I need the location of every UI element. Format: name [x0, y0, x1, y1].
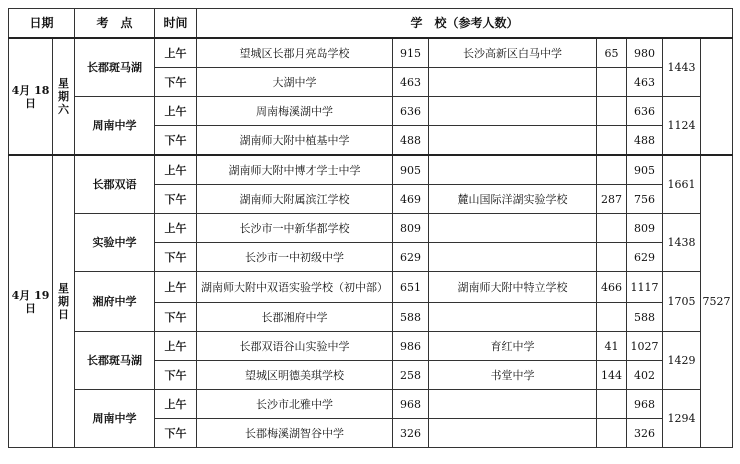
- venue-cell: 实验中学: [75, 214, 155, 272]
- session-time: 下午: [155, 185, 197, 214]
- session-time: 上午: [155, 332, 197, 361]
- venue-total: 1443: [663, 38, 701, 97]
- session-sum: 809: [627, 214, 663, 243]
- exam-schedule-table: [8, 8, 733, 448]
- venue-total: 1661: [663, 155, 701, 214]
- table-row: [9, 332, 733, 361]
- weekday-cell: 星期六: [53, 38, 75, 155]
- school-primary: 长郡双语谷山实验中学: [197, 332, 393, 361]
- session-sum: 326: [627, 419, 663, 448]
- session-sum: 629: [627, 243, 663, 272]
- count-primary: 469: [393, 185, 429, 214]
- school-secondary: [429, 243, 597, 272]
- count-secondary: [597, 390, 627, 419]
- count-primary: 326: [393, 419, 429, 448]
- school-primary: 湖南师大附属滨江学校: [197, 185, 393, 214]
- count-primary: 588: [393, 303, 429, 332]
- count-secondary: [597, 155, 627, 185]
- session-time: 上午: [155, 390, 197, 419]
- school-primary: 长郡湘府中学: [197, 303, 393, 332]
- session-sum: 402: [627, 361, 663, 390]
- count-secondary: [597, 419, 627, 448]
- date-cell: 4月 19日: [9, 155, 53, 448]
- school-primary: 大湖中学: [197, 68, 393, 97]
- session-time: 下午: [155, 68, 197, 97]
- school-primary: 湖南师大附中双语实验学校（初中部）: [197, 272, 393, 303]
- table-row: [9, 214, 733, 243]
- count-secondary: [597, 68, 627, 97]
- school-primary: 周南梅溪湖中学: [197, 97, 393, 126]
- session-time: 上午: [155, 97, 197, 126]
- school-secondary: [429, 97, 597, 126]
- session-time: 下午: [155, 303, 197, 332]
- count-primary: 629: [393, 243, 429, 272]
- session-time: 下午: [155, 126, 197, 156]
- count-secondary: 287: [597, 185, 627, 214]
- header-row: [9, 9, 733, 39]
- table-row: [9, 38, 733, 68]
- count-secondary: [597, 243, 627, 272]
- venue-cell: 长郡斑马湖: [75, 332, 155, 390]
- day-total: 7527: [701, 155, 733, 448]
- venue-total: 1438: [663, 214, 701, 272]
- count-primary: 968: [393, 390, 429, 419]
- venue-total: 1429: [663, 332, 701, 390]
- count-secondary: 466: [597, 272, 627, 303]
- header-venue: 考 点: [75, 9, 155, 39]
- session-sum: 1117: [627, 272, 663, 303]
- school-secondary: 书堂中学: [429, 361, 597, 390]
- count-primary: 809: [393, 214, 429, 243]
- count-primary: 905: [393, 155, 429, 185]
- session-sum: 588: [627, 303, 663, 332]
- weekday-cell: 星期日: [53, 155, 75, 448]
- school-primary: 长沙市一中初级中学: [197, 243, 393, 272]
- school-secondary: [429, 155, 597, 185]
- school-secondary: 长沙高新区白马中学: [429, 38, 597, 68]
- count-secondary: [597, 303, 627, 332]
- session-sum: 488: [627, 126, 663, 156]
- session-time: 上午: [155, 214, 197, 243]
- count-primary: 986: [393, 332, 429, 361]
- table-row: [9, 390, 733, 419]
- date-cell: 4月 18日: [9, 38, 53, 155]
- header-date: 日期: [9, 9, 75, 39]
- session-time: 下午: [155, 361, 197, 390]
- count-primary: 636: [393, 97, 429, 126]
- header-time: 时间: [155, 9, 197, 39]
- session-time: 上午: [155, 272, 197, 303]
- count-primary: 258: [393, 361, 429, 390]
- count-secondary: 144: [597, 361, 627, 390]
- school-primary: 湖南师大附中植基中学: [197, 126, 393, 156]
- session-time: 下午: [155, 243, 197, 272]
- count-primary: 463: [393, 68, 429, 97]
- venue-cell: 周南中学: [75, 390, 155, 448]
- school-secondary: [429, 214, 597, 243]
- school-secondary: [429, 419, 597, 448]
- session-sum: 980: [627, 38, 663, 68]
- count-secondary: 65: [597, 38, 627, 68]
- school-secondary: [429, 390, 597, 419]
- header-schools: 学 校（参考人数）: [197, 9, 733, 39]
- venue-cell: 长郡斑马湖: [75, 38, 155, 97]
- count-primary: 915: [393, 38, 429, 68]
- school-secondary: [429, 68, 597, 97]
- venue-cell: 湘府中学: [75, 272, 155, 332]
- school-primary: 长沙市北雅中学: [197, 390, 393, 419]
- count-secondary: [597, 214, 627, 243]
- school-secondary: 育红中学: [429, 332, 597, 361]
- venue-total: 1705: [663, 272, 701, 332]
- session-sum: 968: [627, 390, 663, 419]
- table-row: [9, 97, 733, 126]
- day-total: [701, 38, 733, 155]
- school-primary: 长沙市一中新华都学校: [197, 214, 393, 243]
- count-secondary: 41: [597, 332, 627, 361]
- count-primary: 651: [393, 272, 429, 303]
- session-time: 上午: [155, 155, 197, 185]
- school-secondary: [429, 303, 597, 332]
- count-primary: 488: [393, 126, 429, 156]
- school-secondary: [429, 126, 597, 156]
- school-primary: 望城区明德美琪学校: [197, 361, 393, 390]
- school-primary: 望城区长郡月亮岛学校: [197, 38, 393, 68]
- venue-cell: 长郡双语: [75, 155, 155, 214]
- venue-total: 1124: [663, 97, 701, 156]
- session-sum: 756: [627, 185, 663, 214]
- session-sum: 636: [627, 97, 663, 126]
- school-primary: 长郡梅溪湖智谷中学: [197, 419, 393, 448]
- venue-total: 1294: [663, 390, 701, 448]
- session-sum: 1027: [627, 332, 663, 361]
- session-sum: 463: [627, 68, 663, 97]
- session-time: 下午: [155, 419, 197, 448]
- venue-cell: 周南中学: [75, 97, 155, 156]
- table-row: [9, 155, 733, 185]
- session-time: 上午: [155, 38, 197, 68]
- table-row: [9, 272, 733, 303]
- count-secondary: [597, 97, 627, 126]
- school-secondary: 麓山国际洋湖实验学校: [429, 185, 597, 214]
- school-primary: 湖南师大附中博才学士中学: [197, 155, 393, 185]
- session-sum: 905: [627, 155, 663, 185]
- school-secondary: 湖南师大附中特立学校: [429, 272, 597, 303]
- count-secondary: [597, 126, 627, 156]
